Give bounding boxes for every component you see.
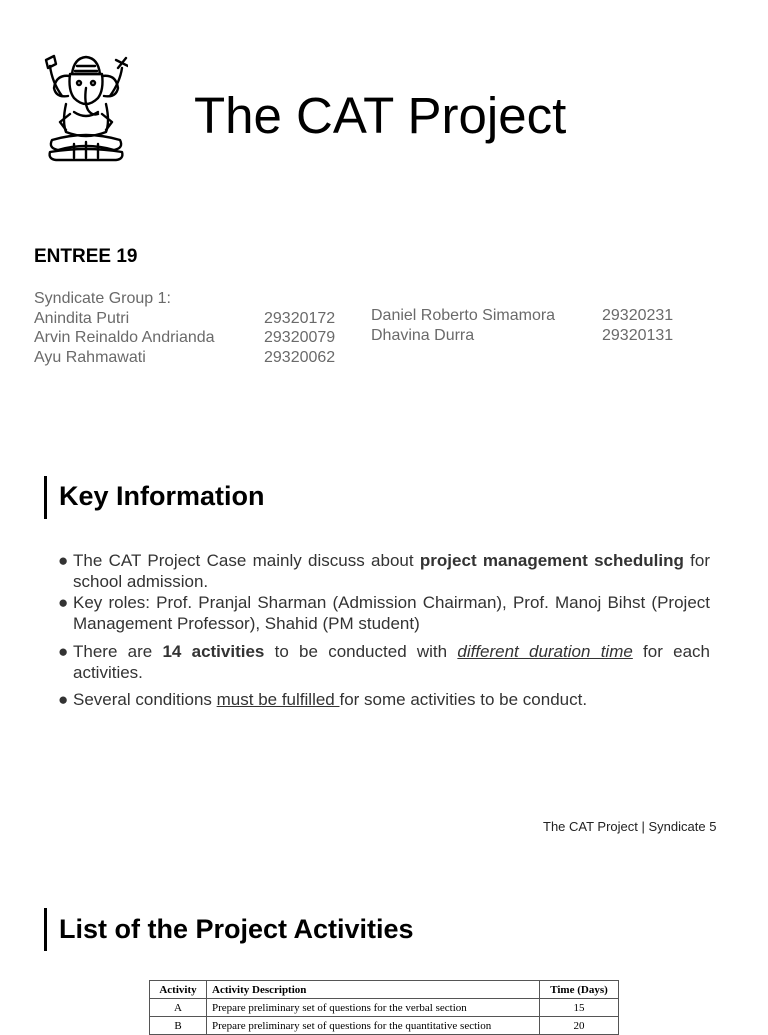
bullet-icon: ● [58, 642, 69, 661]
member-name: Daniel Roberto Simamora [371, 307, 556, 324]
bullet-icon: ● [58, 593, 69, 612]
member-name: Ayu Rahmawati [34, 348, 146, 366]
list-item: ● Several conditions must be fulfilled for some activities to be conduct. [58, 690, 588, 709]
bullet-icon: ● [58, 551, 69, 570]
time-cell: 15 [540, 999, 619, 1017]
activities-table [149, 980, 619, 1035]
table-row [150, 999, 619, 1017]
time-cell: 20 [540, 1017, 619, 1035]
member-name: Anindita Putri [34, 309, 130, 327]
member-id: 29320172 [264, 309, 336, 327]
column-header: Activity Description [207, 981, 540, 999]
member-id: 29320131 [602, 326, 674, 344]
list-item: ● The CAT Project Case mainly discuss about project management scheduling for school admission. [58, 551, 711, 591]
heading-accent-bar [44, 476, 47, 519]
description-cell: Prepare preliminary set of questions for the quantitative section [207, 1017, 540, 1035]
page-footer: The CAT Project | Syndicate 5 [543, 819, 717, 834]
heading-accent-bar [44, 908, 47, 951]
section-heading-text: Key Information [59, 481, 265, 511]
list-item: ● Key roles: Prof. Pranjal Sharman (Admission Chairman), Prof. Manoj Bihst (Project Management Professor), Shahid (PM student) [58, 593, 710, 633]
member-id: 29320062 [264, 348, 336, 366]
event-label: ENTREE 19 [34, 246, 138, 267]
list-item: ● There are 14 activities to be conducted with different duration time for each activities. [58, 642, 710, 682]
column-header: Activity [150, 981, 207, 999]
member-id: 29320079 [264, 329, 336, 346]
section-heading-text: List of the Project Activities [59, 914, 414, 944]
member-name: Dhavina Durra [371, 326, 475, 344]
member-name: Arvin Reinaldo Andrianda [34, 329, 215, 346]
itb-ganesha-logo-icon [44, 52, 128, 162]
description-cell: Prepare preliminary set of questions for the verbal section [207, 999, 540, 1017]
activity-cell: B [150, 1017, 207, 1035]
table-header-row [150, 981, 619, 999]
table-row [150, 1017, 619, 1035]
column-header: Time (Days) [540, 981, 619, 999]
page-title: The CAT Project [194, 87, 567, 144]
group-label: Syndicate Group 1: [34, 290, 171, 307]
activity-cell: A [150, 999, 207, 1017]
bullet-icon: ● [58, 690, 69, 709]
member-id: 29320231 [602, 307, 674, 324]
